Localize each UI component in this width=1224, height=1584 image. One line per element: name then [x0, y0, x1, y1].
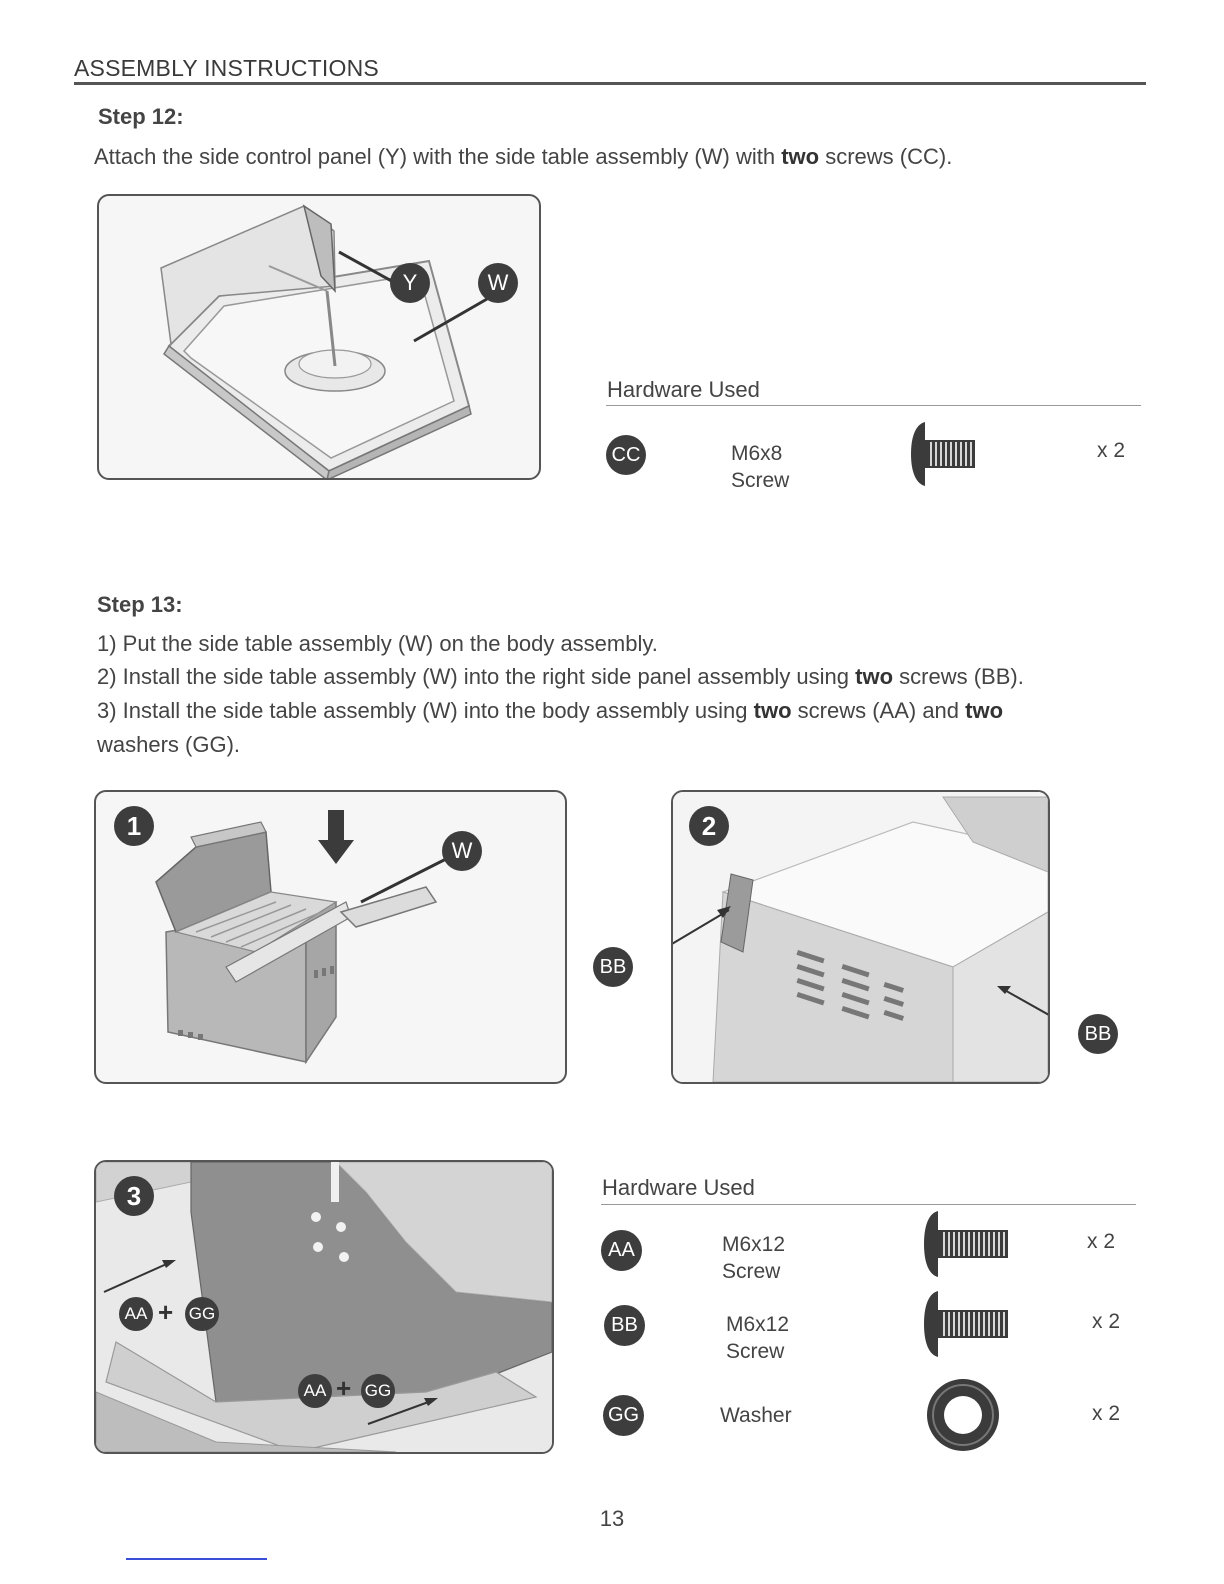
callout-w-badge: W — [478, 263, 518, 303]
hardware-gg-qty: x 2 — [1092, 1402, 1121, 1425]
hardware-bb-type: Screw — [726, 1340, 785, 1363]
panel-3-plus-bottom: + — [336, 1373, 352, 1403]
long-screw-icon — [918, 1209, 1010, 1279]
step-13-line-3-bold-2: two — [965, 698, 1004, 723]
hardware-bb-size: M6x12 — [726, 1313, 790, 1336]
hardware-aa-size: M6x12 — [722, 1233, 786, 1256]
hardware-bb-name — [726, 1311, 789, 1365]
step-13-line-2-bold: two — [855, 664, 894, 689]
short-screw-icon — [905, 420, 977, 488]
panel-3-plus-top: + — [158, 1297, 174, 1327]
hardware-bb-badge: BB — [604, 1305, 645, 1346]
panel-3-number-badge: 3 — [114, 1176, 154, 1216]
panel-3-aa-badge-bottom: AA — [298, 1374, 332, 1408]
hardware-gg-name — [720, 1402, 792, 1429]
step-13-panel-2 — [671, 790, 1050, 1084]
step-13-title: Step 13: — [97, 592, 183, 617]
step-12-title: Step 12: — [98, 104, 184, 129]
step-13-line-3 — [97, 698, 1003, 724]
step-13-line-2-post: screws (BB). — [893, 664, 1024, 689]
hardware-cc-type: Screw — [731, 469, 790, 492]
step-13-line-3-bold-1: two — [753, 698, 792, 723]
step-13-panel-1 — [94, 790, 567, 1084]
hardware-cc-name — [731, 440, 789, 494]
step-13-line-3-pre: 3) Install the side table assembly (W) into the body assembly using — [97, 698, 754, 723]
hardware-cc-badge: CC — [606, 435, 646, 475]
callout-y-badge: Y — [390, 263, 430, 303]
step-12-instruction — [94, 144, 952, 170]
panel-2-callout-bb-right: BB — [1078, 1014, 1118, 1054]
hardware-gg-badge: GG — [603, 1395, 644, 1436]
page-number: 13 — [599, 1506, 625, 1531]
hardware-aa-name — [722, 1231, 785, 1285]
step-13-line-3-mid: screws (AA) and — [791, 698, 966, 723]
hardware-cc-size: M6x8 — [731, 442, 783, 465]
panel-2-number-badge: 2 — [689, 806, 729, 846]
panel-2-callout-bb-left: BB — [593, 947, 633, 987]
panel-3-gg-badge-bottom: GG — [361, 1374, 395, 1408]
hardware-bb-qty: x 2 — [1092, 1310, 1121, 1333]
hardware-aa-badge: AA — [601, 1230, 642, 1271]
hardware-cc-qty: x 2 — [1097, 439, 1126, 462]
hardware-13-rule — [601, 1204, 1136, 1205]
hardware-12-title: Hardware Used — [607, 377, 760, 402]
step-13-line-2 — [97, 664, 1024, 690]
page-header-title: ASSEMBLY INSTRUCTIONS — [74, 55, 379, 81]
hardware-12-rule — [606, 405, 1141, 406]
panel-3-aa-badge-top: AA — [119, 1297, 153, 1331]
washer-icon — [925, 1377, 1001, 1453]
hardware-gg-type: Washer — [720, 1404, 792, 1427]
step-12-text-pre: Attach the side control panel (Y) with the side table assembly (W) with — [94, 144, 782, 169]
step-13-line-2-pre: 2) Install the side table assembly (W) into the right side panel assembly using — [97, 664, 856, 689]
step-12-text-post: screws (CC). — [819, 144, 953, 169]
footer-link-underline — [126, 1558, 267, 1560]
step-13-line-4: washers (GG). — [97, 732, 241, 757]
panel-3-gg-badge-top: GG — [185, 1297, 219, 1331]
long-screw-icon — [918, 1289, 1010, 1359]
step-13-line-1: 1) Put the side table assembly (W) on the body assembly. — [97, 631, 658, 656]
hardware-aa-type: Screw — [722, 1260, 781, 1283]
hardware-aa-qty: x 2 — [1087, 1230, 1116, 1253]
step-12-text-bold: two — [781, 144, 820, 169]
hardware-13-title: Hardware Used — [602, 1175, 755, 1200]
header-rule — [74, 82, 1146, 85]
panel-1-callout-w: W — [442, 831, 482, 871]
panel-1-number-badge: 1 — [114, 806, 154, 846]
step-12-illustration — [97, 194, 541, 480]
